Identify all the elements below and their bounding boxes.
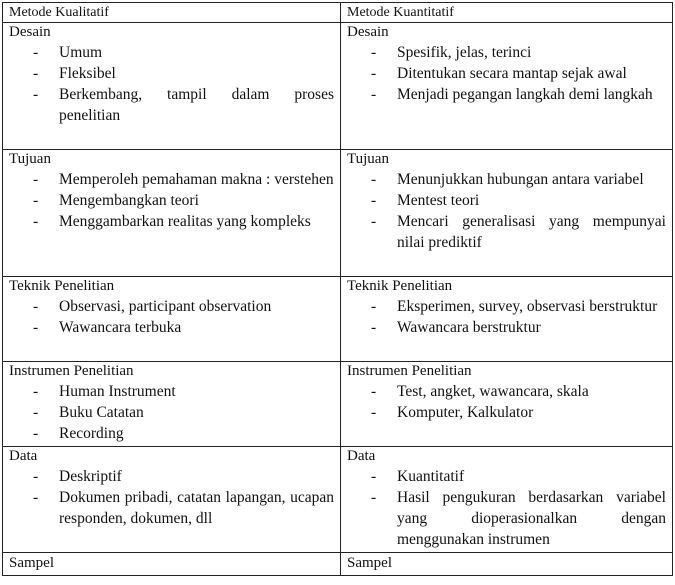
- item-text: Ditentukan secara mantap sejak awal: [397, 65, 627, 82]
- section-title: Teknik Penelitian: [347, 278, 453, 294]
- bullet-dash: -: [371, 44, 377, 61]
- list-item: [9, 63, 334, 84]
- list-item: [347, 84, 666, 105]
- item-list: [9, 169, 334, 232]
- section-title: Data: [9, 448, 38, 464]
- row-sampel: [3, 553, 673, 576]
- list-item: [347, 169, 666, 190]
- bullet-dash: -: [371, 213, 377, 230]
- bullet-dash: -: [371, 65, 377, 82]
- bullet-dash: -: [371, 383, 377, 400]
- list-item: [9, 190, 334, 211]
- bullet-dash: -: [33, 489, 39, 506]
- row-desain: [3, 23, 673, 150]
- list-item: [347, 296, 666, 317]
- bullet-dash: -: [33, 383, 39, 400]
- list-item: [9, 317, 334, 338]
- item-text: Recording: [59, 425, 124, 442]
- item-text: Mengembangkan teori: [59, 192, 199, 209]
- list-item: [347, 381, 666, 402]
- item-text: Berkembang, tampil dalam proses penelitian: [59, 86, 334, 124]
- list-item: [9, 169, 334, 190]
- bullet-dash: -: [33, 44, 39, 61]
- item-list: [347, 296, 666, 338]
- comparison-table: [2, 2, 673, 576]
- cell-instrumen-quantitative: [341, 362, 673, 447]
- item-text: Memperoleh pemahaman makna : verstehen: [59, 171, 334, 188]
- bullet-dash: -: [371, 468, 377, 485]
- list-item: [9, 42, 334, 63]
- item-text: Wawancara terbuka: [59, 319, 182, 336]
- item-text: Dokumen pribadi, catatan lapangan, ucapan responden, dokumen, dll: [59, 489, 334, 527]
- item-text: Kuantitatif: [397, 468, 465, 485]
- cell-desain-qualitative: [3, 23, 341, 150]
- list-item: [347, 211, 666, 253]
- section-title: Teknik Penelitian: [9, 278, 115, 294]
- item-text: Buku Catatan: [59, 404, 144, 421]
- item-list: [9, 42, 334, 126]
- cell-data-qualitative: [3, 447, 341, 553]
- list-item: [347, 42, 666, 63]
- bullet-dash: -: [371, 192, 377, 209]
- item-text: Hasil pengukuran berdasarkan variabel yang dioperasionalkan dengan menggunakan instrumen: [397, 489, 666, 548]
- item-list: [347, 42, 666, 105]
- item-text: Menunjukkan hubungan antara variabel: [397, 171, 644, 188]
- section-title: Desain: [9, 24, 51, 40]
- header-qualitative: Metode Kualitatif: [3, 3, 341, 23]
- row-teknik-penelitian: [3, 277, 673, 362]
- cell-sampel-quantitative: Sampel: [341, 553, 673, 576]
- list-item: [9, 84, 334, 126]
- item-text: Komputer, Kalkulator: [397, 404, 534, 421]
- bullet-dash: -: [371, 319, 377, 336]
- bullet-dash: -: [33, 298, 39, 315]
- item-text: Deskriptif: [59, 468, 122, 485]
- item-text: Umum: [59, 44, 103, 61]
- header-row: [3, 3, 673, 23]
- item-list: [9, 466, 334, 529]
- item-text: Eksperimen, survey, observasi berstruktur: [397, 298, 658, 315]
- cell-tujuan-quantitative: [341, 150, 673, 277]
- item-text: Mencari generalisasi yang mempunyai nilai prediktif: [397, 213, 666, 251]
- item-text: Wawancara berstruktur: [397, 319, 541, 336]
- header-quantitative: Metode Kuantitatif: [341, 3, 673, 23]
- list-item: [9, 296, 334, 317]
- bullet-dash: -: [33, 213, 39, 230]
- bullet-dash: -: [371, 489, 377, 506]
- list-item: [9, 466, 334, 487]
- bullet-dash: -: [33, 468, 39, 485]
- row-data: [3, 447, 673, 553]
- cell-teknik-qualitative: [3, 277, 341, 362]
- row-instrumen-penelitian: [3, 362, 673, 447]
- section-title: Desain: [347, 24, 389, 40]
- item-list: [347, 169, 666, 253]
- list-item: [347, 63, 666, 84]
- cell-teknik-quantitative: [341, 277, 673, 362]
- bullet-dash: -: [33, 192, 39, 209]
- list-item: [347, 317, 666, 338]
- item-text: Human Instrument: [59, 383, 176, 400]
- cell-desain-quantitative: [341, 23, 673, 150]
- item-list: [9, 296, 334, 338]
- list-item: [347, 190, 666, 211]
- section-title: Instrumen Penelitian: [347, 363, 472, 379]
- bullet-dash: -: [33, 171, 39, 188]
- section-title: Instrumen Penelitian: [9, 363, 134, 379]
- bullet-dash: -: [371, 86, 377, 103]
- list-item: [347, 466, 666, 487]
- section-title: Data: [347, 448, 376, 464]
- item-text: Fleksibel: [59, 65, 116, 82]
- cell-instrumen-qualitative: [3, 362, 341, 447]
- cell-sampel-qualitative: Sampel: [3, 553, 341, 576]
- bullet-dash: -: [371, 298, 377, 315]
- item-list: [9, 381, 334, 444]
- item-list: [347, 381, 666, 423]
- item-text: Test, angket, wawancara, skala: [397, 383, 589, 400]
- row-tujuan: [3, 150, 673, 277]
- section-title: Tujuan: [347, 151, 389, 167]
- bullet-dash: -: [33, 425, 39, 442]
- bullet-dash: -: [371, 404, 377, 421]
- cell-tujuan-qualitative: [3, 150, 341, 277]
- list-item: [9, 402, 334, 423]
- item-text: Menggambarkan realitas yang kompleks: [59, 213, 311, 230]
- list-item: [347, 487, 666, 550]
- list-item: [9, 423, 334, 444]
- bullet-dash: -: [33, 65, 39, 82]
- bullet-dash: -: [33, 319, 39, 336]
- item-text: Menjadi pegangan langkah demi langkah: [397, 86, 653, 103]
- section-title: Tujuan: [9, 151, 51, 167]
- item-list: [347, 466, 666, 550]
- list-item: [9, 381, 334, 402]
- bullet-dash: -: [33, 86, 39, 103]
- item-text: Spesifik, jelas, terinci: [397, 44, 532, 61]
- list-item: [347, 402, 666, 423]
- list-item: [9, 211, 334, 232]
- item-text: Mentest teori: [397, 192, 480, 209]
- list-item: [9, 487, 334, 529]
- cell-data-quantitative: [341, 447, 673, 553]
- item-text: Observasi, participant observation: [59, 298, 272, 315]
- bullet-dash: -: [33, 404, 39, 421]
- bullet-dash: -: [371, 171, 377, 188]
